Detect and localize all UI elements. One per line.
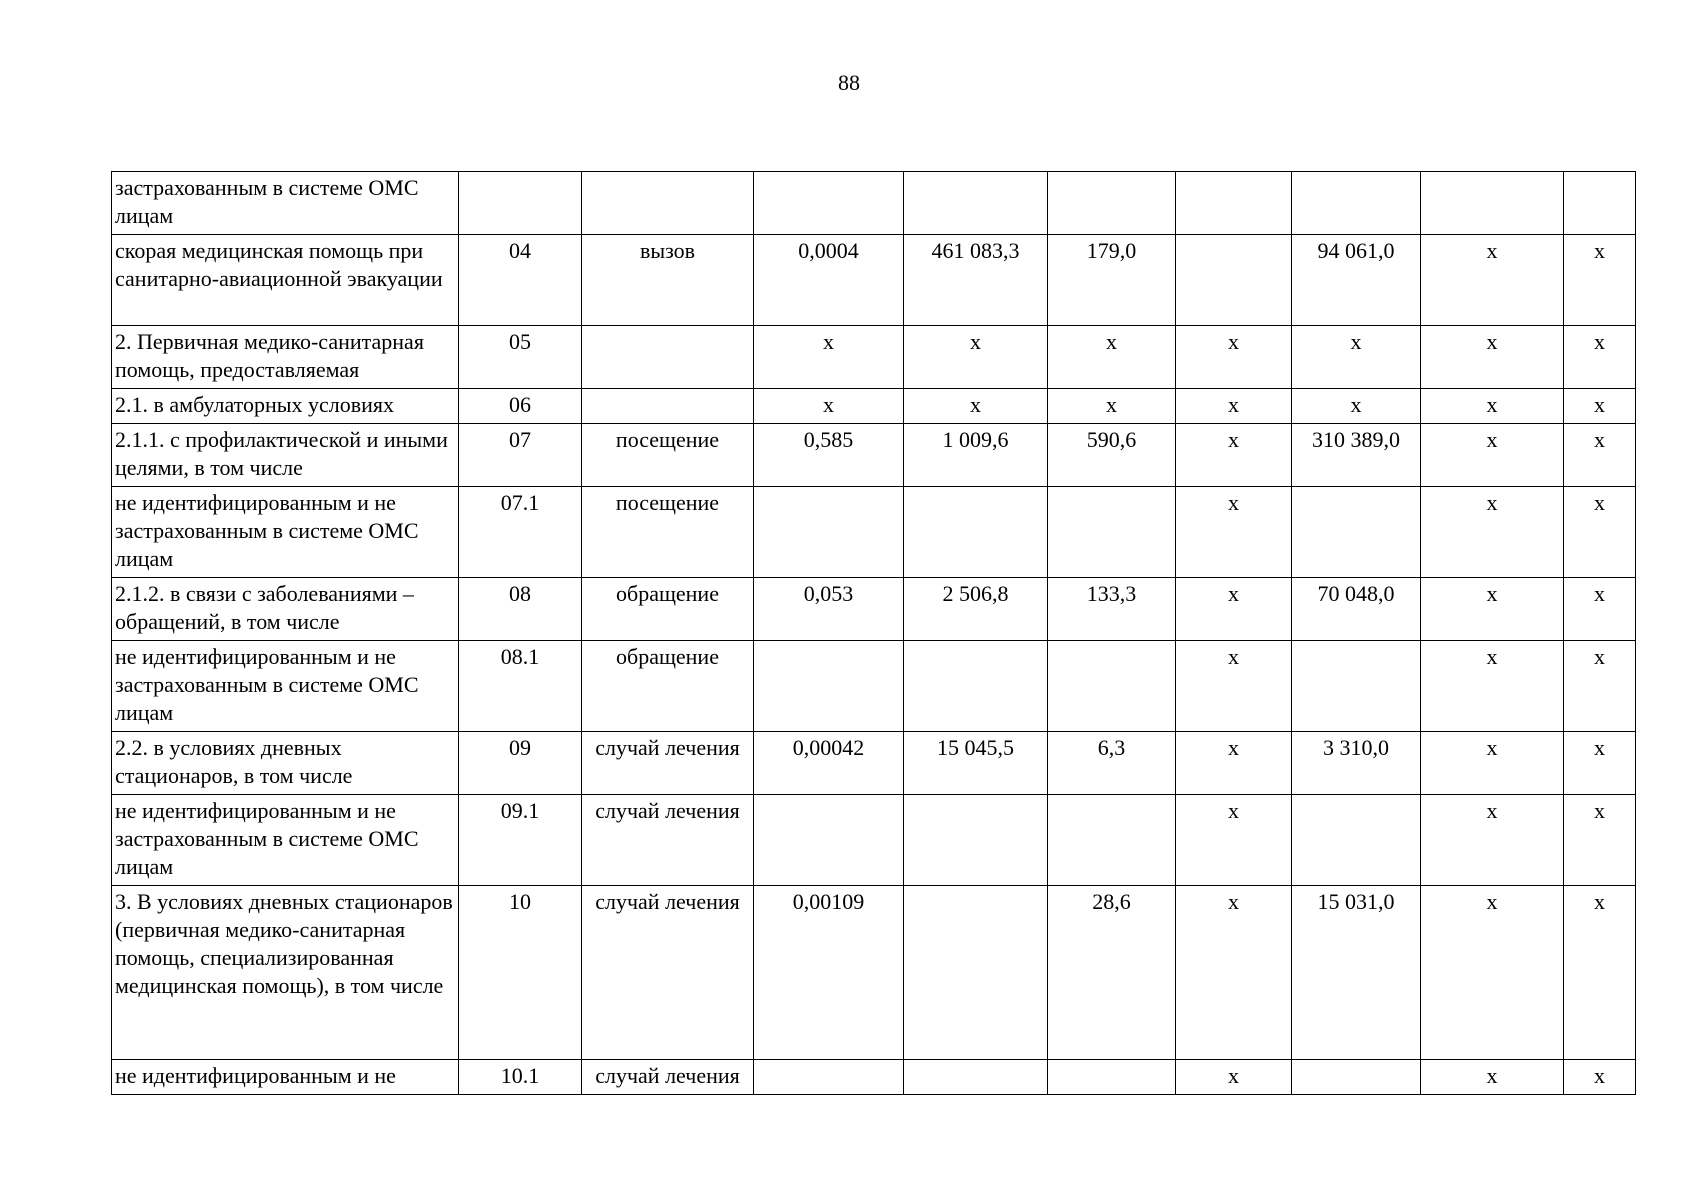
row-unit-cell: случай лечения [582, 1060, 754, 1095]
row-unit-cell [582, 172, 754, 235]
row-code-cell: 07 [459, 424, 582, 487]
row-col7-cell: х [1176, 795, 1292, 886]
row-col8-cell: 3 310,0 [1292, 732, 1421, 795]
table-row [112, 732, 1636, 795]
row-col5-cell [904, 487, 1048, 578]
row-col8-cell [1292, 641, 1421, 732]
row-col4-cell [754, 641, 904, 732]
row-col6-cell: 28,6 [1048, 886, 1176, 1060]
row-col8-cell [1292, 487, 1421, 578]
row-col10-cell: х [1564, 487, 1636, 578]
row-col4-cell: 0,0004 [754, 235, 904, 326]
row-col8-cell: х [1292, 389, 1421, 424]
row-col10-cell [1564, 172, 1636, 235]
row-col9-cell: х [1421, 732, 1564, 795]
row-name-cell: 2. Первичная медико-санитарная помощь, предоставляемая [112, 326, 459, 389]
row-col9-cell: х [1421, 795, 1564, 886]
row-name-cell: застрахованным в системе ОМС лицам [112, 172, 459, 235]
row-code-cell: 09.1 [459, 795, 582, 886]
row-col8-cell: 310 389,0 [1292, 424, 1421, 487]
row-code-cell: 06 [459, 389, 582, 424]
table-row [112, 795, 1636, 886]
row-code-cell: 10 [459, 886, 582, 1060]
row-col5-cell [904, 641, 1048, 732]
row-col9-cell: х [1421, 487, 1564, 578]
row-unit-cell [582, 326, 754, 389]
row-col6-cell [1048, 487, 1176, 578]
row-col4-cell [754, 487, 904, 578]
row-col7-cell [1176, 172, 1292, 235]
row-col9-cell [1421, 172, 1564, 235]
table-row [112, 389, 1636, 424]
row-unit-cell: посещение [582, 487, 754, 578]
row-col6-cell: 590,6 [1048, 424, 1176, 487]
row-col10-cell: х [1564, 886, 1636, 1060]
row-name-cell: скорая медицинская помощь при санитарно-авиационной эвакуации [112, 235, 459, 326]
row-col7-cell: х [1176, 641, 1292, 732]
row-col7-cell: х [1176, 732, 1292, 795]
row-col8-cell: 70 048,0 [1292, 578, 1421, 641]
row-col4-cell [754, 795, 904, 886]
row-col9-cell: х [1421, 886, 1564, 1060]
row-col4-cell [754, 172, 904, 235]
row-col9-cell: х [1421, 389, 1564, 424]
row-unit-cell: случай лечения [582, 795, 754, 886]
row-name-cell: не идентифицированным и не застрахованным в системе ОМС лицам [112, 487, 459, 578]
table-row [112, 424, 1636, 487]
row-unit-cell: обращение [582, 641, 754, 732]
row-name-cell: 3. В условиях дневных стационаров (первичная медико-санитарная помощь, специализированная медицинская помощь), в том числе [112, 886, 459, 1060]
row-col5-cell: х [904, 326, 1048, 389]
row-code-cell: 08 [459, 578, 582, 641]
row-col8-cell [1292, 795, 1421, 886]
row-col7-cell: х [1176, 326, 1292, 389]
row-col10-cell: х [1564, 578, 1636, 641]
row-col6-cell: 6,3 [1048, 732, 1176, 795]
row-name-cell: 2.2. в условиях дневных стационаров, в том числе [112, 732, 459, 795]
row-col4-cell: х [754, 389, 904, 424]
row-unit-cell: обращение [582, 578, 754, 641]
row-col10-cell: х [1564, 1060, 1636, 1095]
row-name-cell: не идентифицированным и не застрахованным в системе ОМС лицам [112, 795, 459, 886]
row-col6-cell [1048, 641, 1176, 732]
row-code-cell: 05 [459, 326, 582, 389]
row-col8-cell: х [1292, 326, 1421, 389]
row-code-cell: 07.1 [459, 487, 582, 578]
row-col4-cell: 0,585 [754, 424, 904, 487]
row-col9-cell: х [1421, 326, 1564, 389]
row-unit-cell: случай лечения [582, 886, 754, 1060]
row-col4-cell: 0,00109 [754, 886, 904, 1060]
row-col8-cell: 15 031,0 [1292, 886, 1421, 1060]
row-col9-cell: х [1421, 641, 1564, 732]
row-col8-cell: 94 061,0 [1292, 235, 1421, 326]
row-col10-cell: х [1564, 235, 1636, 326]
row-col4-cell: 0,053 [754, 578, 904, 641]
page-number: 88 [838, 70, 860, 95]
row-col6-cell: 133,3 [1048, 578, 1176, 641]
row-col7-cell: х [1176, 886, 1292, 1060]
row-col4-cell: х [754, 326, 904, 389]
table-body [112, 172, 1636, 1095]
row-code-cell: 09 [459, 732, 582, 795]
row-col6-cell [1048, 795, 1176, 886]
row-col10-cell: х [1564, 795, 1636, 886]
row-col5-cell: 2 506,8 [904, 578, 1048, 641]
row-unit-cell: случай лечения [582, 732, 754, 795]
row-name-cell: не идентифицированным и не застрахованным в системе ОМС лицам [112, 641, 459, 732]
row-col6-cell: 179,0 [1048, 235, 1176, 326]
table-row [112, 487, 1636, 578]
row-col9-cell: х [1421, 1060, 1564, 1095]
row-col7-cell: х [1176, 578, 1292, 641]
table-row [112, 886, 1636, 1060]
row-col6-cell: х [1048, 389, 1176, 424]
row-col5-cell: х [904, 389, 1048, 424]
row-code-cell: 10.1 [459, 1060, 582, 1095]
row-col10-cell: х [1564, 326, 1636, 389]
table-row [112, 235, 1636, 326]
row-col7-cell: х [1176, 1060, 1292, 1095]
row-col4-cell: 0,00042 [754, 732, 904, 795]
row-col9-cell: х [1421, 424, 1564, 487]
row-col6-cell [1048, 172, 1176, 235]
row-unit-cell: вызов [582, 235, 754, 326]
row-name-cell: 2.1.2. в связи с заболеваниями – обращений, в том числе [112, 578, 459, 641]
table-row [112, 1060, 1636, 1095]
row-col5-cell [904, 172, 1048, 235]
row-col7-cell: х [1176, 389, 1292, 424]
row-unit-cell [582, 389, 754, 424]
row-code-cell [459, 172, 582, 235]
row-name-cell: 2.1. в амбулаторных условиях [112, 389, 459, 424]
row-col9-cell: х [1421, 578, 1564, 641]
row-col6-cell [1048, 1060, 1176, 1095]
row-col10-cell: х [1564, 732, 1636, 795]
row-col8-cell [1292, 172, 1421, 235]
table-row [112, 326, 1636, 389]
row-name-cell: не идентифицированным и не [112, 1060, 459, 1095]
row-col7-cell [1176, 235, 1292, 326]
row-code-cell: 08.1 [459, 641, 582, 732]
row-col10-cell: х [1564, 389, 1636, 424]
row-unit-cell: посещение [582, 424, 754, 487]
row-col5-cell [904, 886, 1048, 1060]
row-col6-cell: х [1048, 326, 1176, 389]
row-code-cell: 04 [459, 235, 582, 326]
table-row [112, 578, 1636, 641]
row-col5-cell [904, 795, 1048, 886]
row-col10-cell: х [1564, 641, 1636, 732]
row-col5-cell: 1 009,6 [904, 424, 1048, 487]
row-col5-cell: 461 083,3 [904, 235, 1048, 326]
row-col7-cell: х [1176, 424, 1292, 487]
data-table [111, 171, 1636, 1095]
row-col7-cell: х [1176, 487, 1292, 578]
row-col10-cell: х [1564, 424, 1636, 487]
row-col8-cell [1292, 1060, 1421, 1095]
table-row [112, 641, 1636, 732]
row-col5-cell: 15 045,5 [904, 732, 1048, 795]
table-row [112, 172, 1636, 235]
row-col5-cell [904, 1060, 1048, 1095]
row-col9-cell: х [1421, 235, 1564, 326]
row-col4-cell [754, 1060, 904, 1095]
row-name-cell: 2.1.1. с профилактической и иными целями, в том числе [112, 424, 459, 487]
